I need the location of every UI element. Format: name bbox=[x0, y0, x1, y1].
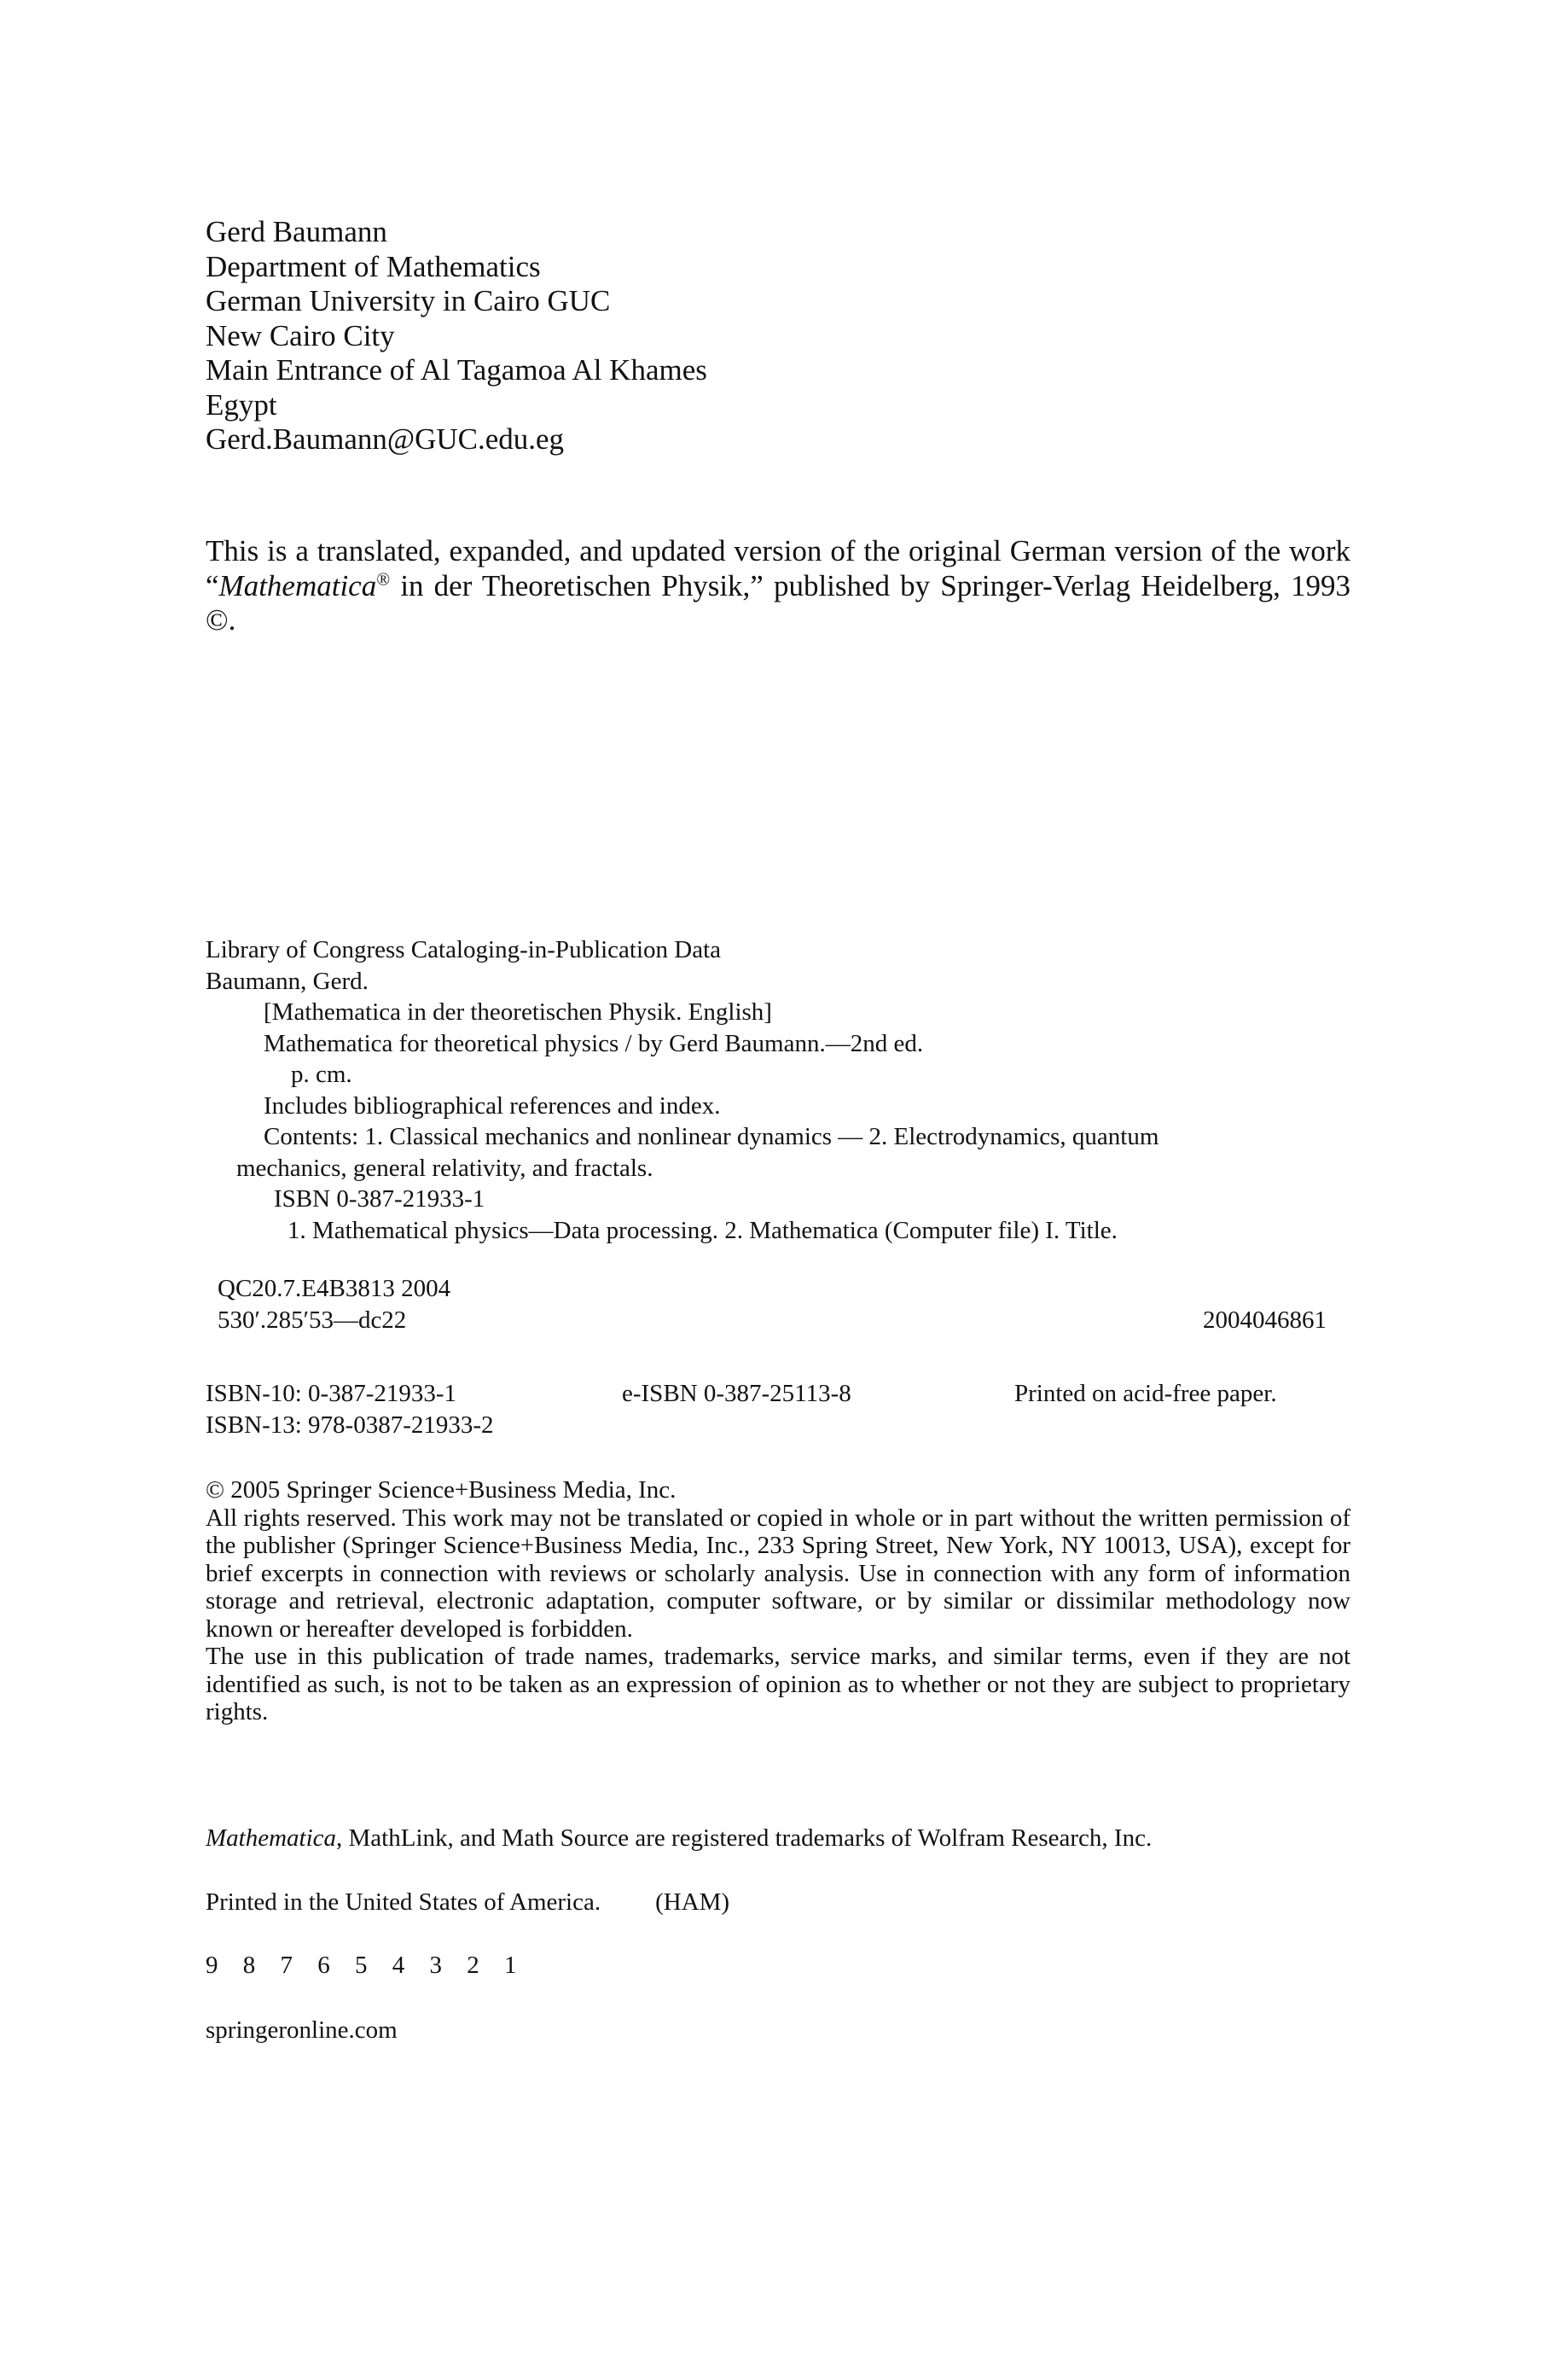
cip-dewey-row bbox=[206, 1305, 1327, 1336]
author-email: Gerd.Baumann@GUC.edu.eg bbox=[206, 422, 565, 456]
isbn-13: ISBN-13: 978-0387-21933-2 bbox=[206, 1411, 494, 1439]
cip-author: Baumann, Gerd. bbox=[206, 967, 369, 995]
translation-note: This is a translated, expanded, and updated version of the original German version of the work “Mathematica® in der Theoretischen Physik,” published by Springer-Verlag Heidelberg, 1993 ©. bbox=[206, 534, 1350, 637]
cip-contents-continued: mechanics, general relativity, and fractals. bbox=[236, 1154, 653, 1182]
cip-original-title: [Mathematica in der theoretischen Physik. English] bbox=[264, 998, 772, 1026]
trademark-notice: Mathematica, MathLink, and Math Source are registered trademarks of Wolfram Research, Inc. bbox=[206, 1824, 1153, 1852]
address-country: Egypt bbox=[206, 387, 277, 422]
cip-isbn: ISBN 0-387-21933-1 bbox=[274, 1185, 485, 1213]
address-street: Main Entrance of Al Tagamoa Al Khames bbox=[206, 353, 707, 387]
cip-dewey: 530′.285′53—dc22 bbox=[218, 1306, 407, 1334]
isbn-10: ISBN-10: 0-387-21933-1 bbox=[206, 1380, 457, 1407]
author-address bbox=[206, 215, 707, 457]
address-city: New Cairo City bbox=[206, 318, 395, 352]
cip-title: Mathematica for theoretical physics / by Gerd Baumann.—2nd ed. bbox=[264, 1029, 924, 1057]
paper-note: Printed on acid-free paper. bbox=[1014, 1380, 1277, 1407]
copyright-block bbox=[206, 1476, 1350, 1726]
cip-data bbox=[206, 934, 1327, 1335]
printed-country: Printed in the United States of America. bbox=[206, 1888, 601, 1916]
address-department: Department of Mathematics bbox=[206, 249, 541, 283]
rights-statement: All rights reserved. This work may not be translated or copied in whole or in part without the written permission of the publisher (Springer Science+Business Media, Inc., 233 Spring Street, New York, NY 10013, USA), except for brief excerpts in connection with reviews or scholarly analysis. Use in connection with any form of information storage and retrieval, electronic adaptation, computer software, or by similar or dissimilar methodology now known or hereafter developed is forbidden. bbox=[206, 1504, 1350, 1643]
printed-in bbox=[206, 1887, 729, 1917]
cip-pages: p. cm. bbox=[291, 1061, 352, 1088]
cip-lc-class: QC20.7.E4B3813 2004 bbox=[218, 1275, 451, 1302]
cip-heading: Library of Congress Cataloging-in-Publication Data bbox=[206, 936, 722, 963]
cip-contents: Contents: 1. Classical mechanics and nonlinear dynamics — 2. Electrodynamics, quantum bbox=[264, 1123, 1159, 1150]
cip-subjects: 1. Mathematical physics—Data processing. 2. Mathematica (Computer file) I. Title. bbox=[287, 1216, 1118, 1244]
printing-numbers: 9 8 7 6 5 4 3 2 1 bbox=[206, 1952, 526, 1979]
address-university: German University in Cairo GUC bbox=[206, 284, 611, 317]
registered-mark: ® bbox=[376, 567, 391, 589]
e-isbn: e-ISBN 0-387-25113-8 bbox=[622, 1380, 851, 1407]
publisher-website: springeronline.com bbox=[206, 2016, 398, 2044]
author-name: Gerd Baumann bbox=[206, 215, 387, 248]
book-title-italic: Mathematica bbox=[218, 568, 377, 602]
cip-includes: Includes bibliographical references and index. bbox=[264, 1091, 721, 1120]
trade-names-statement: The use in this publication of trade names, trademarks, service marks, and similar terms, even if they are not identified as such, is not to be taken as an expression of opinion as to whether or not they are subject to proprietary rights. bbox=[206, 1643, 1350, 1725]
printer-code: (HAM) bbox=[655, 1888, 730, 1916]
cip-lccn: 2004046861 bbox=[1203, 1306, 1327, 1334]
copyright-line: © 2005 Springer Science+Business Media, Inc. bbox=[206, 1476, 677, 1504]
